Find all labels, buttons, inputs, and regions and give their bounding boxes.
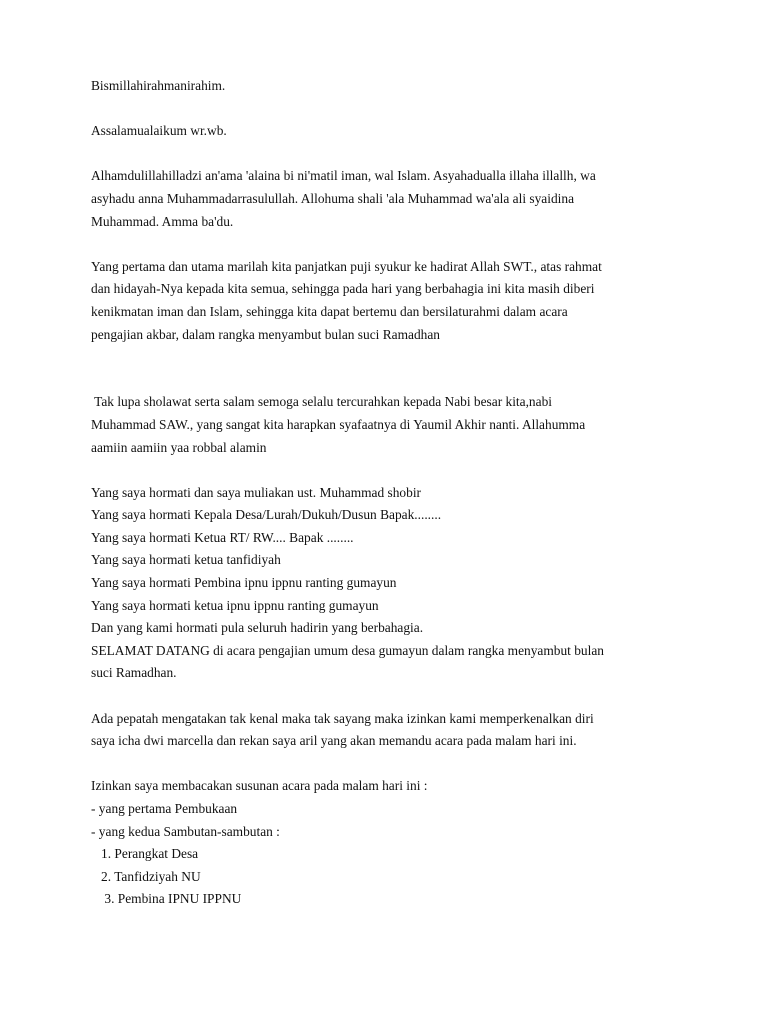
paragraph-line: Muhammad. Amma ba'du.	[91, 213, 234, 229]
paragraph-line: asyhadu anna Muhammadarrasulullah. Allohuma shali 'ala Muhammad wa'ala ali syaidina	[91, 190, 575, 206]
agenda-line: - yang kedua Sambutan-sambutan :	[91, 823, 280, 839]
opening-line: Bismillahirahmanirahim.	[91, 78, 226, 93]
greeting-line: Assalamualaikum wr.wb.	[91, 123, 227, 139]
agenda-line: - yang pertama Pembukaan	[91, 801, 238, 816]
paragraph-line: Tak lupa sholawat serta salam semoga selalu tercurahkan kepada Nabi besar kita,nabi	[91, 394, 552, 410]
paragraph-line: saya icha dwi marcella dan rekan saya aril yang akan memandu acara pada malam hari ini.	[91, 733, 577, 749]
paragraph-line: Muhammad SAW., yang sangat kita harapkan syafaatnya di Yaumil Akhir nanti. Allahumma	[91, 416, 586, 432]
spacer	[91, 346, 691, 391]
respect-line: Yang saya hormati ketua ipnu ippnu ranting gumayun	[91, 597, 379, 613]
spacer	[91, 98, 691, 121]
paragraph-line: pengajian akbar, dalam rangka menyambut bulan suci Ramadhan	[91, 326, 440, 342]
spacer	[91, 459, 691, 482]
respect-line: Yang saya hormati Kepala Desa/Lurah/Dukuh/Dusun Bapak........	[91, 507, 442, 523]
paragraph-line: kenikmatan iman dan Islam, sehingga kita dapat bertemu dan bersilaturahmi dalam acara	[91, 303, 568, 319]
respect-line: Yang saya hormati ketua tanfidiyah	[91, 552, 281, 568]
paragraph-line: Alhamdulillahilladzi an'ama 'alaina bi ni'matil iman, wal Islam. Asyahadualla illaha illallh, wa	[91, 168, 596, 184]
respect-line: Yang saya hormati dan saya muliakan ust. Muhammad shobir	[91, 484, 422, 500]
spacer	[91, 685, 691, 708]
respect-line: Dan yang kami hormati pula seluruh hadirin yang berbahagia.	[91, 620, 424, 636]
agenda-line: 2. Tanfidziyah NU	[91, 868, 201, 884]
respect-line: Yang saya hormati Pembina ipnu ippnu ranting gumayun	[91, 575, 397, 591]
document-body	[91, 75, 691, 911]
agenda-line: 1. Perangkat Desa	[91, 846, 199, 862]
spacer	[91, 233, 691, 256]
agenda-line: Izinkan saya membacakan susunan acara pada malam hari ini :	[91, 778, 428, 794]
paragraph-line: Ada pepatah mengatakan tak kenal maka tak sayang maka izinkan kami memperkenalkan diri	[91, 710, 594, 726]
paragraph-line: aamiin aamiin yaa robbal alamin	[91, 439, 267, 455]
respect-line: suci Ramadhan.	[91, 665, 177, 681]
paragraph-line: dan hidayah-Nya kepada kita semua, sehingga pada hari yang berbahagia ini kita masih diberi	[91, 281, 595, 297]
respect-line: Yang saya hormati Ketua RT/ RW.... Bapak ........	[91, 529, 354, 545]
spacer	[91, 753, 691, 776]
paragraph-line: Yang pertama dan utama marilah kita panjatkan puji syukur ke hadirat Allah SWT., atas rahmat	[91, 258, 602, 274]
respect-line: SELAMAT DATANG di acara pengajian umum desa gumayun dalam rangka menyambut bulan	[91, 642, 604, 658]
spacer	[91, 143, 691, 166]
agenda-line: 3. Pembina IPNU IPPNU	[91, 891, 242, 907]
